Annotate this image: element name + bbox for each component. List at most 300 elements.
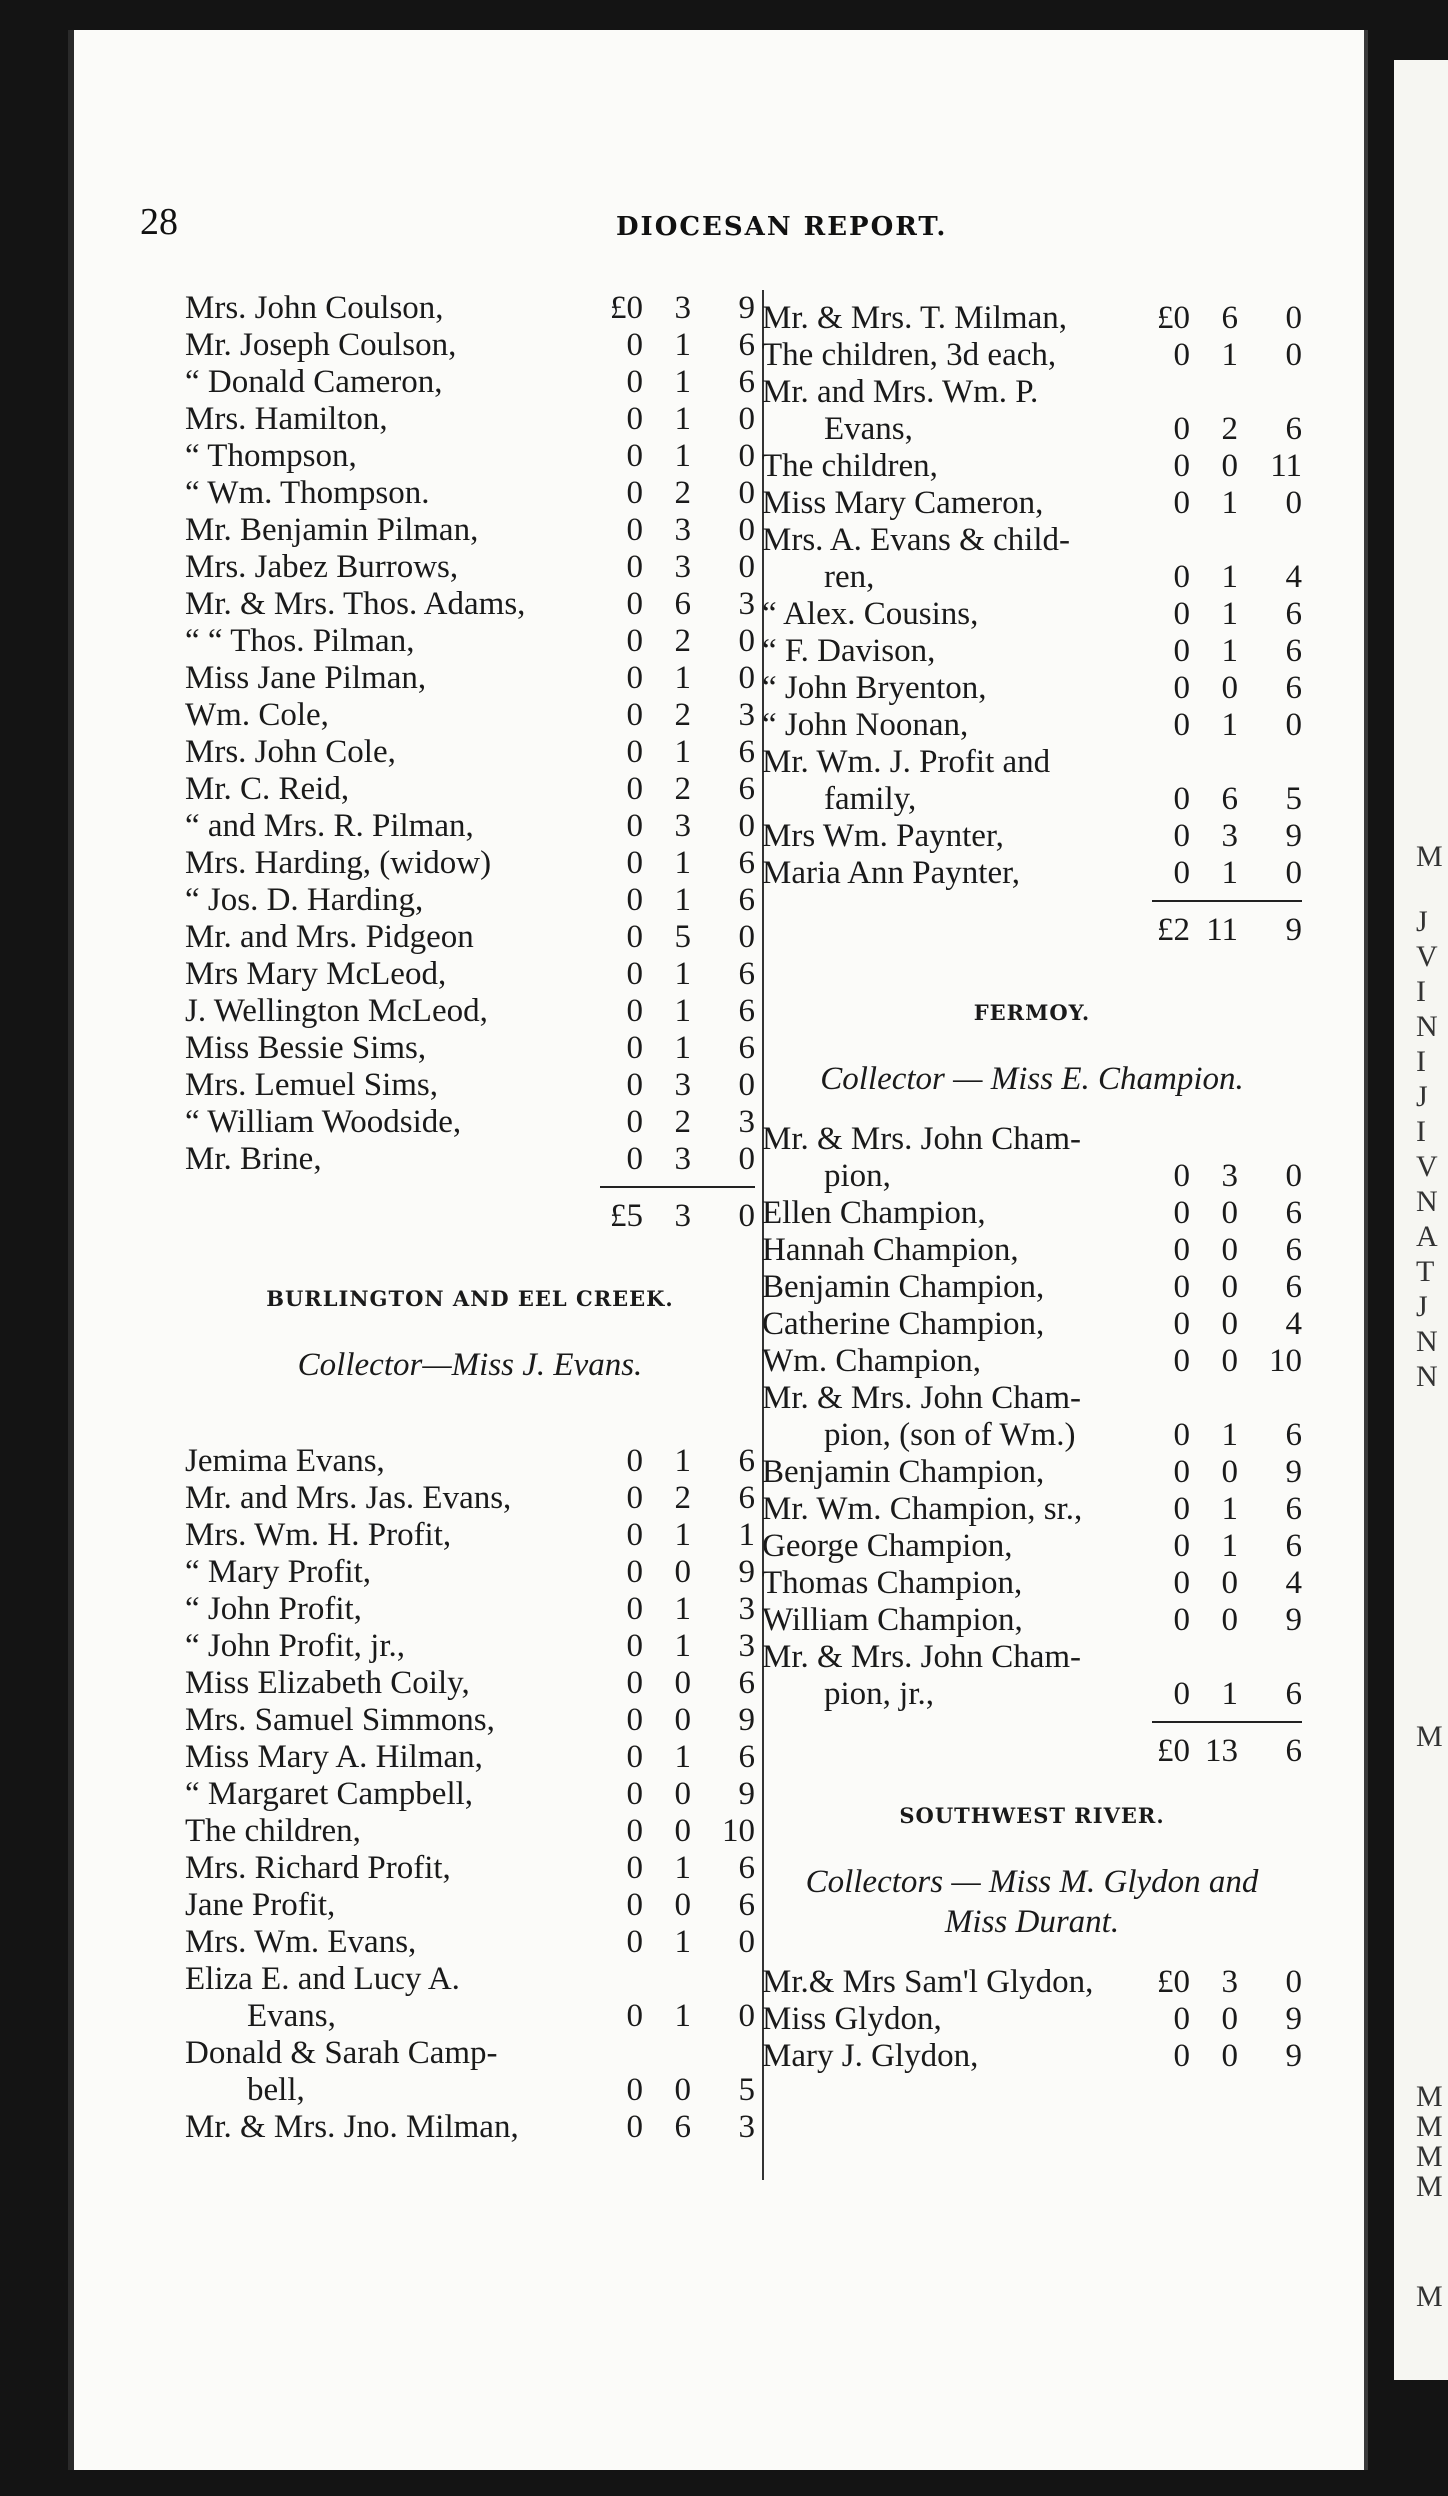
entry-row — [185, 1998, 755, 2035]
contributor-name: Benjamin Champion, — [762, 1269, 1045, 1305]
total-pence: 6 — [1285, 1733, 1302, 1769]
contributor-name: Benjamin Champion, — [762, 1454, 1045, 1490]
entry-row — [185, 2072, 755, 2109]
amount-pence: 0 — [738, 623, 755, 659]
amount-shillings: 6 — [1221, 300, 1238, 336]
entry-row — [762, 374, 1302, 411]
amount-pence: 0 — [738, 549, 755, 585]
entry-row — [762, 522, 1302, 559]
contributor-name: Mr. & Mrs. Thos. Adams, — [185, 586, 526, 622]
amount-pence: 0 — [738, 1924, 755, 1960]
total-pounds: £0 — [1157, 1733, 1190, 1769]
contributor-name: Mr. & Mrs. T. Milman, — [762, 300, 1067, 336]
contributor-name: Mrs. Wm. Evans, — [185, 1924, 417, 1960]
edge-letter: J — [1416, 1290, 1428, 1323]
contributor-name: The children, — [185, 1813, 361, 1849]
contributor-name: Mr.& Mrs Sam'l Glydon, — [762, 1964, 1094, 2000]
total-row — [762, 912, 1302, 949]
amount-shillings: 0 — [674, 2072, 691, 2108]
entry-row — [762, 411, 1302, 448]
amount-pounds: 0 — [626, 1702, 643, 1738]
edge-letter: M — [1416, 1720, 1443, 1753]
contributor-name: Mrs. Hamilton, — [185, 401, 388, 437]
contributor-name: George Champion, — [762, 1528, 1013, 1564]
amount-pounds: 0 — [626, 1517, 643, 1553]
amount-pence: 9 — [1285, 1602, 1302, 1638]
amount-pounds: 0 — [626, 1850, 643, 1886]
contributor-name: Miss Mary Cameron, — [762, 485, 1044, 521]
edge-letter: M — [1416, 2110, 1443, 2143]
spacer — [762, 1099, 1302, 1121]
entry-row — [762, 633, 1302, 670]
amount-pence: 6 — [738, 734, 755, 770]
entry-row — [762, 596, 1302, 633]
entry-row — [762, 1306, 1302, 1343]
contributor-name: Mr. Joseph Coulson, — [185, 327, 457, 363]
contributor-name: Mrs. John Cole, — [185, 734, 396, 770]
entry-row — [185, 956, 755, 993]
amount-pounds: 0 — [626, 956, 643, 992]
amount-pounds: 0 — [626, 993, 643, 1029]
entry-row — [185, 1961, 755, 1998]
contributor-name: The children, 3d each, — [762, 337, 1057, 373]
entry-row — [762, 707, 1302, 744]
entry-row — [185, 1628, 755, 1665]
contributor-name: pion, (son of Wm.) — [824, 1417, 1076, 1453]
edge-letter: M — [1416, 2140, 1443, 2173]
contributor-name: Hannah Champion, — [762, 1232, 1019, 1268]
amount-pence: 5 — [738, 2072, 755, 2108]
entry-row — [185, 1443, 755, 1480]
amount-pounds: 0 — [1173, 1158, 1190, 1194]
amount-pence: 6 — [738, 327, 755, 363]
entry-row — [762, 1964, 1302, 2001]
edge-letter: N — [1416, 1360, 1438, 1393]
entry-row — [762, 1195, 1302, 1232]
entry-row — [762, 1565, 1302, 1602]
entry-row — [762, 1676, 1302, 1713]
entry-row — [185, 808, 755, 845]
entry-row — [185, 1887, 755, 1924]
amount-pence: 6 — [738, 956, 755, 992]
amount-pounds: 0 — [1173, 596, 1190, 632]
edge-letter: V — [1416, 940, 1438, 973]
entry-row — [185, 1104, 755, 1141]
amount-shillings: 1 — [674, 734, 691, 770]
amount-pounds: 0 — [626, 1141, 643, 1177]
amount-pounds: 0 — [1173, 1195, 1190, 1231]
amount-pence: 0 — [738, 660, 755, 696]
amount-shillings: 2 — [674, 1480, 691, 1516]
amount-shillings: 0 — [1221, 1454, 1238, 1490]
entry-row — [762, 1269, 1302, 1306]
amount-pounds: £0 — [1157, 300, 1190, 336]
amount-pence: 6 — [1285, 1269, 1302, 1305]
entry-row — [185, 2035, 755, 2072]
contributor-name: Miss Jane Pilman, — [185, 660, 427, 696]
amount-pence: 4 — [1285, 1565, 1302, 1601]
section-heading: BURLINGTON AND EEL CREEK. — [266, 1286, 674, 1311]
entry-row — [185, 1517, 755, 1554]
page-number: 28 — [140, 201, 178, 243]
amount-pounds: 0 — [1173, 670, 1190, 706]
amount-pence: 0 — [738, 1141, 755, 1177]
contributor-name: Mrs. Samuel Simmons, — [185, 1702, 495, 1738]
contributor-name: “ “ Thos. Pilman, — [185, 623, 415, 659]
contributor-name: Mrs. Harding, (widow) — [185, 845, 492, 881]
amount-pounds: 0 — [626, 2072, 643, 2108]
amount-pence: 6 — [738, 1850, 755, 1886]
amount-pence: 10 — [1269, 1343, 1302, 1379]
amount-shillings: 1 — [674, 660, 691, 696]
entry-row — [185, 1924, 755, 1961]
amount-shillings: 0 — [1221, 1343, 1238, 1379]
amount-pounds: 0 — [626, 1887, 643, 1923]
amount-pence: 3 — [738, 586, 755, 622]
amount-pounds: 0 — [626, 1776, 643, 1812]
contributor-name: Wm. Champion, — [762, 1343, 982, 1379]
amount-shillings: 0 — [1221, 448, 1238, 484]
entry-row — [185, 512, 755, 549]
total-row — [185, 1198, 755, 1235]
amount-pounds: 0 — [626, 771, 643, 807]
contributor-name: “ Margaret Campbell, — [185, 1776, 474, 1812]
amount-pounds: 0 — [1173, 1343, 1190, 1379]
amount-shillings: 2 — [674, 1104, 691, 1140]
contributor-name: Mr. C. Reid, — [185, 771, 350, 807]
amount-shillings: 1 — [674, 401, 691, 437]
entry-row — [762, 1602, 1302, 1639]
contributor-name: Thomas Champion, — [762, 1565, 1023, 1601]
contributor-name: Mrs. A. Evans & child- — [762, 522, 1070, 558]
amount-pence: 9 — [1285, 818, 1302, 854]
edge-letter: A — [1416, 1220, 1438, 1253]
entry-row — [185, 438, 755, 475]
amount-pence: 9 — [1285, 2038, 1302, 2074]
edge-letter: I — [1416, 1115, 1426, 1148]
entry-row — [762, 781, 1302, 818]
entry-row — [762, 337, 1302, 374]
amount-pounds: 0 — [626, 1628, 643, 1664]
amount-shillings: 1 — [1221, 559, 1238, 595]
entry-row — [762, 744, 1302, 781]
amount-shillings: 1 — [674, 1998, 691, 2034]
contributor-name: J. Wellington McLeod, — [185, 993, 488, 1029]
amount-pounds: 0 — [1173, 1232, 1190, 1268]
section-heading: SOUTHWEST RIVER. — [899, 1803, 1165, 1828]
amount-pence: 0 — [1285, 300, 1302, 336]
amount-shillings: 0 — [674, 1665, 691, 1701]
amount-shillings: 2 — [674, 697, 691, 733]
amount-pence: 0 — [738, 1067, 755, 1103]
contributor-name: Wm. Cole, — [185, 697, 329, 733]
amount-pence: 5 — [1285, 781, 1302, 817]
edge-letter: M — [1416, 840, 1443, 873]
amount-shillings: 1 — [674, 438, 691, 474]
amount-shillings: 0 — [674, 1776, 691, 1812]
spacer — [762, 1942, 1302, 1964]
contributor-name: Mrs. Wm. H. Profit, — [185, 1517, 452, 1553]
contributor-name: “ John Profit, — [185, 1591, 362, 1627]
amount-pence: 0 — [738, 1998, 755, 2034]
amount-shillings: 3 — [674, 290, 691, 326]
amount-pence: 6 — [738, 845, 755, 881]
amount-shillings: 0 — [1221, 1565, 1238, 1601]
amount-pounds: 0 — [626, 1104, 643, 1140]
amount-pounds: 0 — [1173, 448, 1190, 484]
edge-letter: J — [1416, 905, 1428, 938]
amount-pence: 3 — [738, 2109, 755, 2145]
entry-row — [762, 1343, 1302, 1380]
amount-pence: 6 — [1285, 1491, 1302, 1527]
entry-row — [762, 1158, 1302, 1195]
entry-row — [185, 475, 755, 512]
amount-pence: 0 — [1285, 1964, 1302, 2000]
contributor-name: Miss Mary A. Hilman, — [185, 1739, 483, 1775]
entry-row — [762, 485, 1302, 522]
amount-pounds: 0 — [626, 660, 643, 696]
total-rule — [185, 1178, 755, 1198]
entry-row — [185, 1739, 755, 1776]
amount-pounds: 0 — [1173, 1602, 1190, 1638]
entry-row — [185, 734, 755, 771]
entry-row — [185, 1554, 755, 1591]
amount-pounds: 0 — [1173, 2001, 1190, 2037]
amount-shillings: 3 — [674, 1067, 691, 1103]
amount-pence: 0 — [1285, 707, 1302, 743]
amount-shillings: 0 — [1221, 1232, 1238, 1268]
amount-shillings: 6 — [1221, 781, 1238, 817]
entry-row — [185, 660, 755, 697]
total-pounds: £5 — [610, 1198, 643, 1234]
amount-shillings: 1 — [674, 1517, 691, 1553]
total-row — [762, 1733, 1302, 1770]
contributor-name: Mrs. Jabez Burrows, — [185, 549, 459, 585]
contributor-name: Jane Profit, — [185, 1887, 336, 1923]
contributor-name: Mrs Mary McLeod, — [185, 956, 447, 992]
entry-row — [185, 1141, 755, 1178]
amount-pence: 0 — [1285, 485, 1302, 521]
amount-pounds: 0 — [626, 1739, 643, 1775]
page-title: DIOCESAN REPORT. — [616, 212, 948, 242]
total-rule — [762, 892, 1302, 912]
amount-pounds: 0 — [1173, 1269, 1190, 1305]
amount-pence: 0 — [738, 438, 755, 474]
total-pence: 9 — [1285, 912, 1302, 948]
amount-pence: 4 — [1285, 1306, 1302, 1342]
amount-pence: 6 — [1285, 633, 1302, 669]
amount-pounds: 0 — [1173, 1454, 1190, 1490]
entry-row — [185, 1813, 755, 1850]
contributor-name: “ John Bryenton, — [762, 670, 987, 706]
amount-pence: 3 — [738, 1104, 755, 1140]
contributor-name: Mr. & Mrs. John Cham- — [762, 1639, 1082, 1675]
amount-shillings: 3 — [674, 1141, 691, 1177]
amount-pounds: 0 — [1173, 559, 1190, 595]
spacer — [762, 1840, 1302, 1862]
contributor-name: Miss Elizabeth Coily, — [185, 1665, 470, 1701]
edge-letter: J — [1416, 1080, 1428, 1113]
contributor-name: “ Donald Cameron, — [185, 364, 443, 400]
entry-row — [185, 1776, 755, 1813]
spacer — [762, 949, 1302, 989]
edge-letter: V — [1416, 1150, 1438, 1183]
total-rule — [762, 1713, 1302, 1733]
contributor-name: Catherine Champion, — [762, 1306, 1045, 1342]
amount-pence: 9 — [738, 290, 755, 326]
amount-pounds: 0 — [626, 401, 643, 437]
spacer — [762, 1037, 1302, 1059]
amount-shillings: 0 — [1221, 2038, 1238, 2074]
contributor-name: pion, jr., — [824, 1676, 935, 1712]
total-shillings: 13 — [1205, 1733, 1238, 1769]
contributor-name: “ Mary Profit, — [185, 1554, 372, 1590]
entry-row — [762, 300, 1302, 337]
total-pence: 0 — [738, 1198, 755, 1234]
amount-pence: 6 — [738, 1739, 755, 1775]
amount-pence: 0 — [738, 401, 755, 437]
amount-shillings: 1 — [674, 845, 691, 881]
entry-row — [185, 1030, 755, 1067]
amount-pence: 0 — [1285, 337, 1302, 373]
amount-pence: 6 — [1285, 596, 1302, 632]
amount-pounds: 0 — [626, 808, 643, 844]
amount-pence: 10 — [722, 1813, 755, 1849]
amount-shillings: 0 — [1221, 2001, 1238, 2037]
entry-row — [185, 1702, 755, 1739]
amount-pounds: 0 — [626, 1665, 643, 1701]
entry-row — [185, 1850, 755, 1887]
entry-row — [185, 327, 755, 364]
amount-shillings: 3 — [1221, 1158, 1238, 1194]
entry-row — [762, 1491, 1302, 1528]
contributor-name: Mr. Benjamin Pilman, — [185, 512, 479, 548]
edge-letter: N — [1416, 1325, 1438, 1358]
contributor-name: Donald & Sarah Camp- — [185, 2035, 498, 2071]
contributor-name: “ Jos. D. Harding, — [185, 882, 424, 918]
amount-pounds: 0 — [1173, 1417, 1190, 1453]
spacer — [185, 1385, 755, 1443]
amount-shillings: 1 — [674, 1591, 691, 1627]
amount-pence: 1 — [738, 1517, 755, 1553]
amount-pence: 0 — [1285, 1158, 1302, 1194]
edge-letter: I — [1416, 1045, 1426, 1078]
contributor-name: Mrs. Lemuel Sims, — [185, 1067, 438, 1103]
amount-pounds: 0 — [626, 1480, 643, 1516]
amount-shillings: 1 — [674, 1030, 691, 1066]
amount-pounds: 0 — [626, 549, 643, 585]
amount-pounds: 0 — [1173, 1306, 1190, 1342]
contributor-name: Mr. Brine, — [185, 1141, 322, 1177]
amount-pounds: 0 — [626, 1591, 643, 1627]
amount-pence: 6 — [1285, 1232, 1302, 1268]
contributor-name: Maria Ann Paynter, — [762, 855, 1021, 891]
contributor-name: “ Thompson, — [185, 438, 357, 474]
amount-shillings: 0 — [674, 1554, 691, 1590]
entry-row — [762, 2001, 1302, 2038]
amount-pence: 6 — [1285, 1195, 1302, 1231]
amount-pence: 0 — [1285, 855, 1302, 891]
entry-row — [762, 559, 1302, 596]
amount-shillings: 1 — [1221, 855, 1238, 891]
amount-shillings: 0 — [1221, 1306, 1238, 1342]
contributor-name: bell, — [247, 2072, 305, 2108]
contributor-name: Mr. and Mrs. Jas. Evans, — [185, 1480, 512, 1516]
amount-pence: 9 — [1285, 1454, 1302, 1490]
amount-pounds: 0 — [626, 1813, 643, 1849]
amount-shillings: 3 — [674, 512, 691, 548]
spacer — [762, 1770, 1302, 1792]
entry-row — [762, 1528, 1302, 1565]
amount-pence: 6 — [1285, 411, 1302, 447]
amount-shillings: 2 — [1221, 411, 1238, 447]
amount-pence: 3 — [738, 697, 755, 733]
collector-line: Collectors — Miss M. Glydon and — [805, 1864, 1259, 1900]
amount-pence: 6 — [738, 993, 755, 1029]
amount-shillings: 1 — [674, 1924, 691, 1960]
contributor-name: Mr. & Mrs. John Cham- — [762, 1380, 1082, 1416]
contributor-name: Mr. Wm. J. Profit and — [762, 744, 1051, 780]
amount-pence: 3 — [738, 1628, 755, 1664]
amount-pence: 6 — [738, 1665, 755, 1701]
amount-shillings: 6 — [674, 586, 691, 622]
amount-shillings: 0 — [1221, 670, 1238, 706]
amount-shillings: 1 — [674, 1850, 691, 1886]
amount-pounds: 0 — [1173, 411, 1190, 447]
amount-shillings: 1 — [1221, 337, 1238, 373]
amount-shillings: 0 — [674, 1813, 691, 1849]
entry-row — [185, 290, 755, 327]
amount-pence: 4 — [1285, 559, 1302, 595]
entry-row — [762, 818, 1302, 855]
amount-pounds: 0 — [1173, 1676, 1190, 1712]
edge-letter: N — [1416, 1185, 1438, 1218]
entry-row — [762, 1417, 1302, 1454]
amount-shillings: 0 — [674, 1702, 691, 1738]
entry-row — [185, 586, 755, 623]
contributor-name: Mr. & Mrs. Jno. Milman, — [185, 2109, 519, 2145]
entry-row — [185, 364, 755, 401]
amount-pounds: 0 — [1173, 855, 1190, 891]
contributor-name: pion, — [824, 1158, 891, 1194]
contributor-name: ren, — [824, 559, 875, 595]
amount-pounds: 0 — [626, 1924, 643, 1960]
adjacent-page-edge — [1394, 60, 1448, 2380]
total-shillings: 3 — [674, 1198, 691, 1234]
amount-pence: 6 — [738, 1443, 755, 1479]
contributor-name: Eliza E. and Lucy A. — [185, 1961, 460, 1997]
contributor-name: Mary J. Glydon, — [762, 2038, 979, 2074]
entry-row — [185, 1591, 755, 1628]
amount-pence: 9 — [1285, 2001, 1302, 2037]
amount-shillings: 1 — [1221, 1491, 1238, 1527]
amount-pence: 6 — [738, 1030, 755, 1066]
contributor-name: “ John Profit, jr., — [185, 1628, 405, 1664]
amount-pounds: 0 — [1173, 707, 1190, 743]
amount-pounds: £0 — [610, 290, 643, 326]
amount-shillings: 1 — [674, 882, 691, 918]
entry-row — [185, 401, 755, 438]
amount-pence: 6 — [1285, 670, 1302, 706]
contributor-name: Mr. and Mrs. Wm. P. — [762, 374, 1039, 410]
amount-shillings: 5 — [674, 919, 691, 955]
contributor-name: Evans, — [247, 1998, 336, 2034]
amount-pence: 6 — [1285, 1417, 1302, 1453]
contributor-name: Mr. and Mrs. Pidgeon — [185, 919, 474, 955]
amount-shillings: 3 — [1221, 818, 1238, 854]
amount-pounds: 0 — [1173, 337, 1190, 373]
total-pounds: £2 — [1157, 912, 1190, 948]
